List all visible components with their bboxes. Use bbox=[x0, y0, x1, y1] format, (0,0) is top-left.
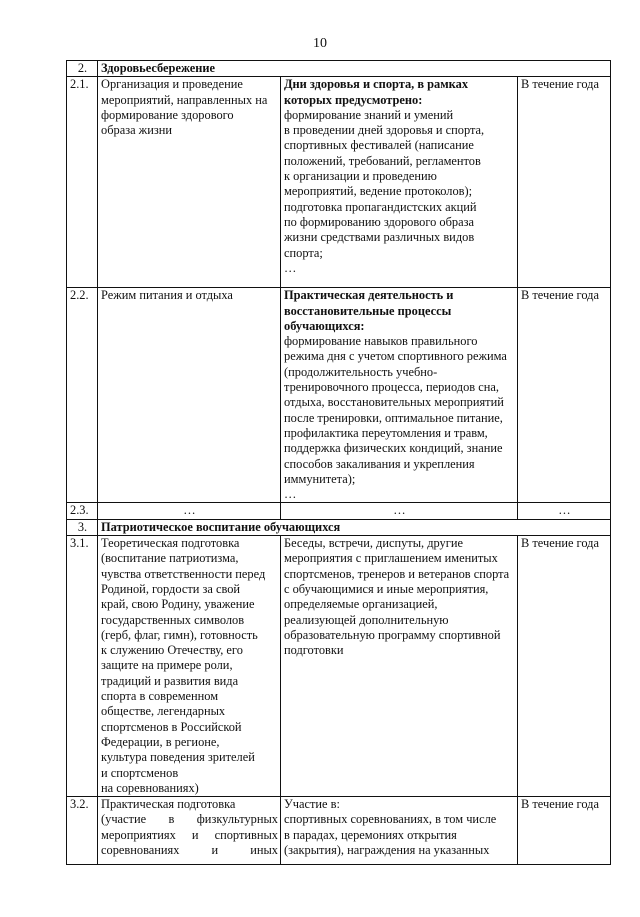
text-line: (герб, флаг, гимн), готовность bbox=[101, 627, 258, 642]
text-line: культура поведения зрителей bbox=[101, 750, 255, 765]
text-line: чувства ответственности перед bbox=[101, 566, 266, 581]
text-line: к служению Отечеству, его bbox=[101, 643, 243, 658]
text-line: спортивных соревнованиях, в том числе bbox=[284, 812, 497, 827]
period-cell: В течение года bbox=[518, 77, 611, 288]
period-cell: В течение года bbox=[518, 288, 611, 503]
section-number: 3. bbox=[67, 519, 98, 535]
text-line: способов закаливания и укрепления bbox=[284, 456, 475, 471]
table-row bbox=[67, 797, 611, 865]
content-heading-line: которых предусмотрено: bbox=[284, 92, 423, 107]
text-line: спортивных фестивалей (написание bbox=[284, 138, 474, 153]
text-line: спорта; bbox=[284, 245, 323, 260]
activity-name-cell bbox=[98, 288, 281, 503]
text-line: (участие в физкультурных bbox=[101, 812, 278, 827]
content-heading-line: восстановительные процессы bbox=[284, 303, 452, 318]
activity-name-cell: … bbox=[98, 503, 281, 519]
text-line: иммунитета); bbox=[284, 471, 356, 486]
text-line: формирование навыков правильного bbox=[284, 334, 478, 349]
text-line: жизни средствами различных видов bbox=[284, 230, 475, 245]
text-line: с обучающимися и иные мероприятия, bbox=[284, 581, 489, 596]
period-cell: В течение года bbox=[518, 797, 611, 865]
activity-content-cell bbox=[281, 536, 518, 797]
activity-content-cell bbox=[281, 77, 518, 288]
text-line: на соревнованиях) bbox=[101, 780, 199, 795]
row-number: 2.1. bbox=[67, 77, 98, 288]
text-line: государственных символов bbox=[101, 612, 245, 627]
text-line: спортсменов, тренеров и ветеранов спорта bbox=[284, 566, 510, 581]
text-line: Практическая подготовка bbox=[101, 797, 236, 812]
activity-name-cell bbox=[98, 536, 281, 797]
section-number: 2. bbox=[67, 61, 98, 77]
table-row bbox=[67, 288, 611, 503]
text-line: мероприятий, ведение протоколов); bbox=[284, 184, 473, 199]
content-heading-line: обучающихся: bbox=[284, 318, 365, 333]
row-number: 2.2. bbox=[67, 288, 98, 503]
page-number: 10 bbox=[313, 36, 327, 51]
text-line: к организации и проведению bbox=[284, 169, 437, 184]
activity-name-cell bbox=[98, 797, 281, 865]
text-line: спортсменов в Российской bbox=[101, 719, 242, 734]
row-number: 3.2. bbox=[67, 797, 98, 865]
text-line: спорта в современном bbox=[101, 689, 219, 704]
text-line: Организация и проведение bbox=[101, 77, 243, 92]
section-header-row bbox=[67, 519, 611, 535]
text-line: тренировочного процесса, периодов сна, bbox=[284, 380, 499, 395]
text-line: по формированию здорового образа bbox=[284, 214, 474, 229]
text-line: Беседы, встречи, диспуты, другие bbox=[284, 536, 463, 551]
content-heading-line: Дни здоровья и спорта, в рамках bbox=[284, 77, 469, 92]
text-line: защите на примере роли, bbox=[101, 658, 233, 673]
period-cell: В течение года bbox=[518, 536, 611, 797]
text-line: (воспитание патриотизма, bbox=[101, 551, 239, 566]
text-line: формирование знаний и умений bbox=[284, 107, 454, 122]
text-line: подготовка пропагандистских акций bbox=[284, 199, 477, 214]
section-title: Здоровьесбережение bbox=[98, 61, 611, 77]
text-line: образовательную программу спортивной bbox=[284, 627, 501, 642]
ellipsis-line: … bbox=[284, 487, 297, 502]
section-title: Патриотическое воспитание обучающихся bbox=[98, 519, 611, 535]
row-number: 2.3. bbox=[67, 503, 98, 519]
text-line: профилактика переутомления и травм, bbox=[284, 425, 488, 440]
text-line: определяемые организацией, bbox=[284, 597, 438, 612]
activity-name-cell bbox=[98, 77, 281, 288]
text-line: образа жизни bbox=[101, 123, 173, 138]
content-heading-line: Практическая деятельность и bbox=[284, 288, 454, 303]
ellipsis-line: … bbox=[284, 260, 297, 275]
text-line: положений, требований, регламентов bbox=[284, 153, 481, 168]
activity-content-cell bbox=[281, 797, 518, 865]
period-cell: … bbox=[518, 503, 611, 519]
text-line: мероприятия с приглашением именитых bbox=[284, 551, 498, 566]
program-table bbox=[66, 60, 611, 865]
table-row bbox=[67, 503, 611, 519]
activity-content-cell: … bbox=[281, 503, 518, 519]
text-line: Родиной, гордости за свой bbox=[101, 581, 241, 596]
text-line: традиций и развития вида bbox=[101, 673, 239, 688]
section-header-row bbox=[67, 61, 611, 77]
row-number: 3.1. bbox=[67, 536, 98, 797]
text-line: Режим питания и отдыха bbox=[101, 288, 233, 303]
text-line: (продолжительность учебно- bbox=[284, 364, 438, 379]
text-line: Теоретическая подготовка bbox=[101, 536, 240, 551]
text-line: формирование здорового bbox=[101, 107, 234, 122]
text-line: и спортсменов bbox=[101, 765, 179, 780]
text-line: край, свою Родину, уважение bbox=[101, 597, 255, 612]
text-line: отдыха, восстановительных мероприятий bbox=[284, 395, 504, 410]
text-line: Федерации, в регионе, bbox=[101, 734, 220, 749]
text-line: после тренировки, оптимальное питание, bbox=[284, 410, 503, 425]
text-line: в проведении дней здоровья и спорта, bbox=[284, 123, 485, 138]
text-line: поддержка физических кондиций, знание bbox=[284, 441, 503, 456]
text-line: подготовки bbox=[284, 643, 344, 658]
text-line: мероприятий, направленных на bbox=[101, 92, 268, 107]
text-line: в парадах, церемониях открытия bbox=[284, 827, 457, 842]
text-line: обществе, легендарных bbox=[101, 704, 226, 719]
activity-content-cell bbox=[281, 288, 518, 503]
text-line: (закрытия), награждения на указанных bbox=[284, 842, 490, 857]
text-line: режима дня с учетом спортивного режима bbox=[284, 349, 507, 364]
text-line: мероприятиях и спортивных bbox=[101, 827, 278, 842]
text-line: Участие в: bbox=[284, 797, 340, 812]
text-line: реализующей дополнительную bbox=[284, 612, 449, 627]
table-row bbox=[67, 536, 611, 797]
table-row bbox=[67, 77, 611, 288]
text-line: соревнованиях и иных bbox=[101, 842, 278, 857]
